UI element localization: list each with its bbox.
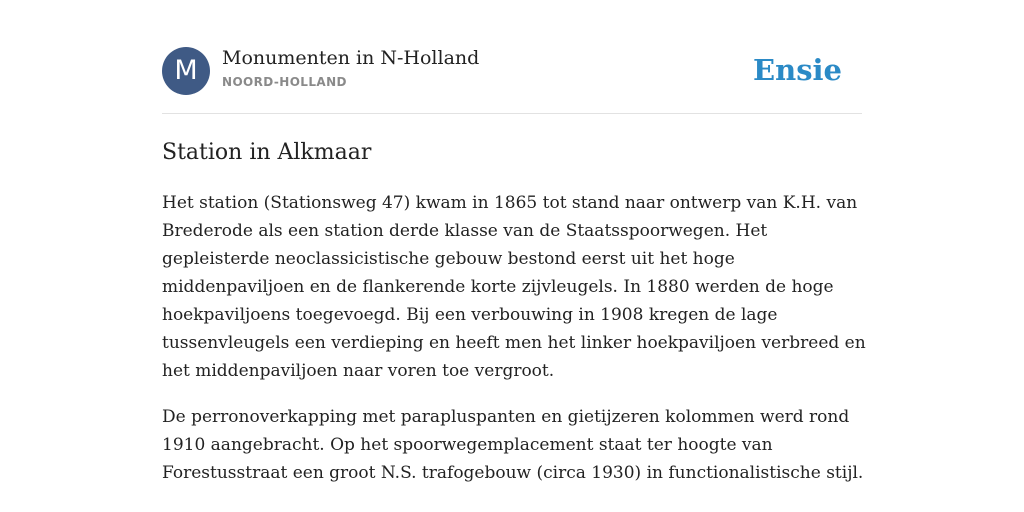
publication-subtitle: NOORD-HOLLAND (222, 75, 347, 89)
article-paragraph: De perronoverkapping met parapluspanten en gietijzeren kolommen werd rond 1910 aangebracht. Op het spoorwegemplacement staat ter hoogte van Forestusstraat een groot N.S. trafogebouw (circa 1930) in functionalistische stijl. (162, 407, 864, 483)
ensie-logo[interactable]: Ensie (753, 53, 842, 87)
avatar[interactable]: M (162, 47, 210, 95)
publication-title[interactable]: Monumenten in N-Holland (222, 47, 480, 69)
header-divider (162, 113, 862, 114)
article-title: Station in Alkmaar (162, 140, 372, 165)
article-body (162, 189, 867, 505)
article-paragraph: Het station (Stationsweg 47) kwam in 1865 tot stand naar ontwerp van K.H. van Brederode als een station derde klasse van de Staatsspoorwegen. Het gepleisterde neoclassicistische gebouw bestond eerst uit het hoge middenpaviljoen en de flankerende korte zijvleugels. In 1880 werden de hoge hoekpaviljoens toegevoegd. Bij een verbouwing in 1908 kregen de lage tussenvleugels een verdieping en heeft men het linker hoekpaviljoen verbreed en het middenpaviljoen naar voren toe vergroot. (162, 193, 866, 381)
header (162, 46, 862, 96)
